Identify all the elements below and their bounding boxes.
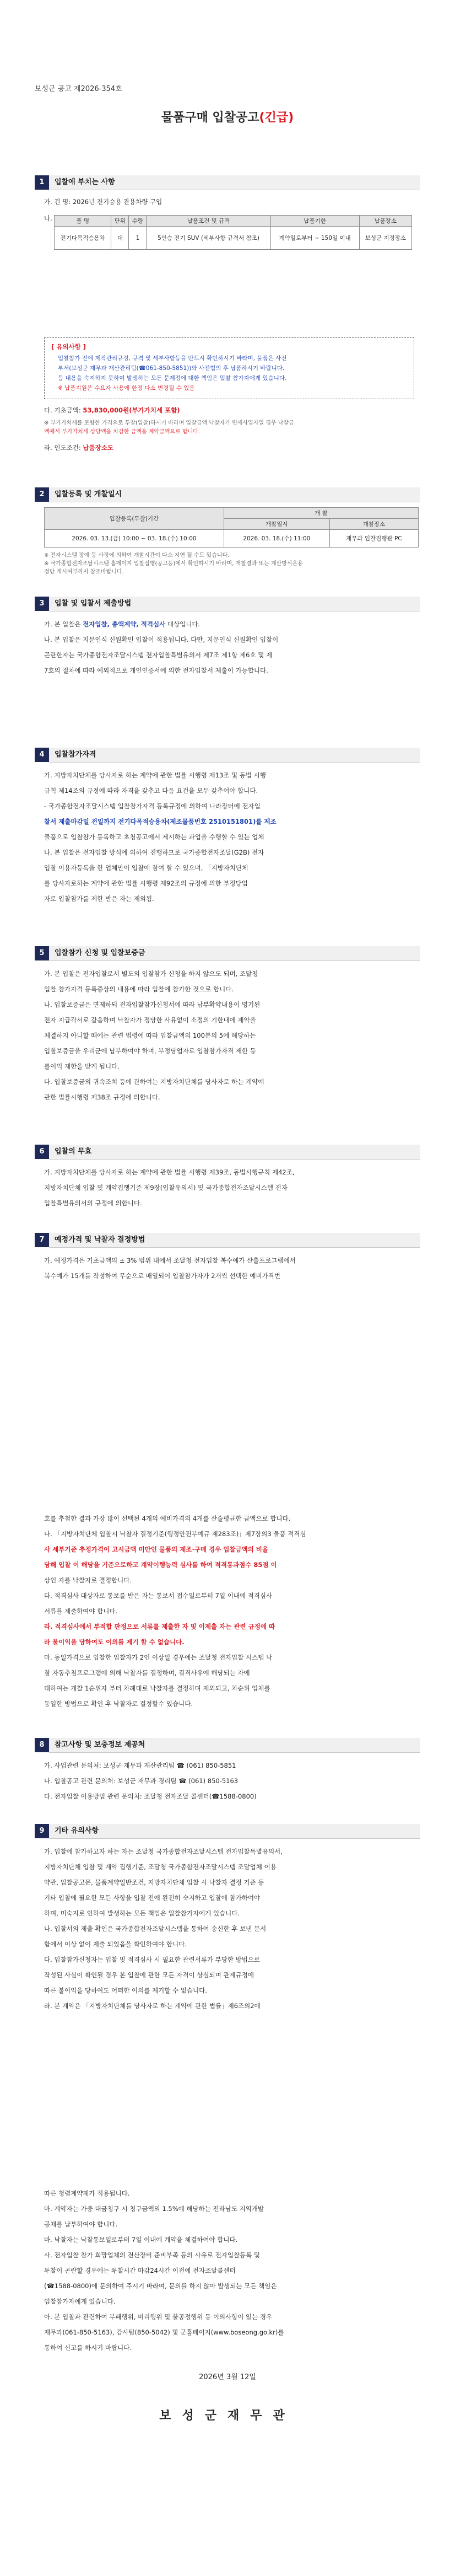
s5-body: 가. 본 입찰은 전자입찰로서 별도의 입찰참가 신청을 하지 않으도 되며, 조달청 입찰 참가자격 등록증상의 내용에 따라 입찰에 참가한 것으로 합니다. 나. 입찰보증금은 면제하되 전자입찰참가신청서에 따라 납부확약내용이 명기된 전자 지급각서로 갈음하며 낙찰자가 정당한 사유없이 소정의 기한내에 계약을 체결하지 아니할 때에는 관련 법령에 따라 입찰금액의 100분의 5에 해당하는 입찰보증금을 우리군에 납부하여야 하며, 부정당업자로 입찰참가자격 제한 등 를이익 제한을 받게 됩니다. 다. 입찰보증금의 귀속조치 등에 관하여는 지방자치단체를 당사자로 하는 계약에 관한 법률시행령 제38조 규정에 의합니다. (44, 970, 264, 1101)
table-cell: 대 (111, 227, 129, 250)
table-header: 입찰등록(투찰)기간 (45, 508, 224, 530)
s1-item-ga: 가. 건 명: 2026년 전기승용 관용차량 구입 (44, 198, 162, 206)
caution-title: [ 유의사항 ] (51, 343, 86, 351)
table-cell: 1 (129, 227, 147, 250)
caution-body: 입찰참가 전에 제작관리규정, 규격 및 세부사항등을 반드시 확인하시기 바라며, 물품은 사전 부서(보성군 재무과 재산관리팀(☎061-850-5851))와 사전협의 후 납품하시기 바랍니다. 등 내용을 숙지하지 못하여 발생하는 모든 문제점에 대한 책임은 입찰 참가자에게 있습니다. ※ 납품지원은 수요자 사용에 한정 다소 변경될 수 있음 (58, 355, 287, 391)
s1-item-da: 다. 기초금액: 53,830,000원(부가가치세 포함) (44, 406, 180, 414)
section-2-header (35, 487, 420, 502)
section-4-header (35, 748, 420, 762)
section-number: 5 (35, 946, 49, 960)
s9-body-a: 가. 입찰에 참가하고자 하는 자는 조달청 국가종합전자조달시스템 전자입찰특별유의서, 지방자치단체 입찰 및 계약 집행기준, 조달청 국가종합전자조달시스템 조달업체 이용 약관, 입찰공고문, 물품계약일반조건, 지방자치단체 입찰 시 낙찰자 결정 기준 등 기타 입찰에 필요한 모든 사항을 입찰 전에 완전히 숙지하고 입찰에 참가하여야 하며, 미숙지로 인하여 발생하는 모든 책임은 입찰참가자에게 있습니다. 나. 입찰서의 제출 확인은 국가종합전자조달시스템을 통하여 송신한 후 보낸 문서 함에서 이상 없이 제출 되었음을 확인하여야 합니다. 다. 입찰참가신청자는 입찰 및 적격심사 시 필요한 관련서류가 부당한 방법으로 작성된 사실이 확인될 경우 본 입찰에 관한 모든 자격이 상실되며 관계규정에 따른 불이익을 당하여도 어떠한 이의를 제기할 수 없습니다. 라. 본 계약은 「지방자치단체를 당사자로 하는 계약에 관한 법률」제6조의2에 (44, 1848, 283, 2010)
s1-item-na: 나. (44, 214, 52, 222)
section-title: 입찰 및 입찰서 제출방법 (49, 597, 420, 611)
section-number: 3 (35, 597, 49, 611)
page-title (0, 108, 455, 125)
caution-box (44, 337, 414, 399)
section-title: 입찰등록 및 개찰일시 (49, 487, 420, 502)
signer-name: 보성군재무관 (159, 2409, 296, 2423)
section-number: 6 (35, 1145, 49, 1159)
table-cell: 계약일로부터 ~ 150일 이내 (270, 227, 359, 250)
s7-body-b: 호를 추첨한 결과 가장 많이 선택된 4개의 예비가격의 4개를 산술평균한 금액으로 합니다. 나. 「지방자치단체 입찰시 낙찰자 결정기준(행정안전부예규 제283조)」제7장의3 물품 적격심 사 세부기준 추정가격이 고시금액 미만인 물품의 제조·구매 경우 입찰금액의 비율 당해 입찰 이 해당을 기준으로하고 계약이행능력 심사를 하여 적격통과점수 85점 이 상인 자를 낙찰자로 결정합니다. 다. 적격심사 대상자로 통보를 받은 자는 통보서 접수일로부터 7일 이내에 적격심사 서류를 제출하여야 합니다. 라. 적격심사에서 부적합 판정으로 서류를 제출한 자 및 이제출 자는 관련 규정에 따 라 불이익을 당하여도 이의를 제기 할 수 없습니다. 마. 동일가격으로 입찰한 입찰자가 2인 이상일 경우에는 조달청 전자입찰 시스템 낙 찰 자동추첨프로그램에 의해 낙찰자를 결정하며, 결격사유에 해당되는 자에 대하여는 개찰 1순위자 부터 차례대로 낙찰자를 결정하며 제외되고, 차순위 업체를 동일한 방법으로 확인 후 낙찰자로 결정할수 있습니다. (44, 1515, 306, 1708)
s4-body: 가. 지방자치단체를 당사자로 하는 계약에 관한 법률 시행령 제13조 및 동법 시행 규칙 제14조의 규정에 따라 자격을 갖추고 다음 요건을 모두 갖추어야 합니다. - 국가종합전자조달시스템 입찰참가자격 등록규정에 의하여 나라장터에 전자입 찰서 제출마감일 전일까지 전기다목적승용차(제조물품번호 2510151801)를 제조 물품으로 입찰참가 등록하고 초청공고에서 제시하는 과업을 수행할 수 있는 업체 나. 본 입찰은 전자입찰 방식에 의하여 진행하므로 국가종합전자조달(G2B) 전자 입찰 이용자등록을 한 업체만이 입찰에 참여 할 수 있으며, 「지방자치단체 를 당사자로하는 계약에 관한 법률 시행령 제92조의 규정에 의한 부정당업 자로 입찰참가를 제한 받은 자는 제외됨. (44, 771, 277, 903)
section-title: 입찰참가자격 (49, 748, 420, 763)
table-cell: 보성군 지정장소 (359, 227, 411, 250)
table-cell: 2026. 03. 18.(수) 11:00 (224, 530, 329, 548)
section-number: 2 (35, 487, 49, 502)
section-title: 입찰참가 신청 및 입찰보증금 (49, 946, 420, 961)
section-9-header (35, 1824, 420, 1838)
section-title: 입찰의 무효 (49, 1145, 420, 1160)
table-header: 납품장소 (359, 216, 411, 227)
s1-item-ra: 라. 인도조건: 납품장소도 (44, 444, 113, 452)
table-header: 단위 (111, 216, 129, 227)
section-number: 7 (35, 1233, 49, 1247)
section-title: 기타 유의사항 (49, 1824, 420, 1839)
section-7-header (35, 1233, 420, 1247)
notice-date: 2026년 3월 12일 (199, 2373, 256, 2381)
section-number: 9 (35, 1824, 49, 1838)
s9-body-b: 따른 청렴계약제가 적용됩니다. 마. 계약자는 가중 대금청구 시 청구금액의 1.5%에 해당하는 전라남도 지역개발 공채를 납부하여야 합니다. 바. 낙찰자는 낙찰통보일로부터 7일 이내에 계약을 체결하여야 합니다. 사. 전자입찰 참가 희망업체의 전산장비 준비부족 등의 사유로 전자입찰등록 및 투찰이 곤란할 경우에는 투찰시간 마감24시간 이전에 전자조달콜센터 (☎1588-0800)에 문의하여 주시기 바라며, 문의를 하지 않아 발생되는 모든 책임은 입찰참가자에게 있습니다. 아. 본 입찰과 관련하여 부패행위, 비리행위 및 불공정행위 등 이의사항이 있는 경우 재무과(061-850-5163), 감사팀(850-5042) 및 군홈페이지(www.boseong.go.kr)를 통하여 신고를 하시기 바랍니다. (44, 2189, 284, 2352)
item-table (54, 215, 412, 250)
s6-body: 가. 지방자치단체를 당사자로 하는 계약에 관한 법률 시행령 제39조, 동법시행규칙 제42조, 지방자치단체 입찰 및 계약집행기준 제9장(입찰유의서) 및 국가종합전자조달시스템 전자 입찰특별유의서의 규정에 의합니다. (44, 1168, 295, 1207)
section-8-header (35, 1738, 420, 1752)
table-header: 개찰장소 (329, 519, 418, 530)
section-title: 입찰에 부치는 사항 (49, 175, 420, 190)
s3-body: 가. 본 입찰은 전자입찰, 총액계약, 적격심사 대상입니다. 나. 본 입찰은 지문인식 신원확인 입찰이 적용됩니다. 다만, 지문인식 신원확인 입찰이 곤란한자는 국가종합전자조달시스템 전자입찰특별유의서 제7조 제1항 제6호 및 제 7호의 절차에 따라 예외적으로 개인인증서에 의한 전자입찰서 제출이 가능합니다. (44, 620, 279, 674)
table-header: 납품기한 (270, 216, 359, 227)
s2-notes: ※ 전자시스템 장애 등 사정에 의하여 개찰시간이 다소 지연 될 수도 있습니다. ※ 국가종합전자조달시스템 홈페이지 입찰집행(공고등)에서 확인하시기 바라며, 개찰결과 또는 계산방식은용 정당 게시여부까지 참조바랍니다. (44, 552, 303, 575)
title-urgent: (긴급) (259, 111, 294, 125)
section-number: 1 (35, 175, 49, 190)
table-header: 수량 (129, 216, 147, 227)
s1-note: ※ 부가가치세를 포함한 가격으로 투찰(입찰)하시기 바라며 입찰금액 낙찰자가 면세사업자일 경우 낙찰금 액에서 부가가치세 상당액을 차감한 금액을 계약금액으로 합니다. (44, 420, 294, 435)
table-cell: 재무과 입찰집행관 PC (329, 530, 418, 548)
section-title: 예정가격 및 낙찰자 결정방법 (49, 1233, 420, 1248)
table-cell: 2026. 03. 13.(금) 10:00 ~ 03. 18.(수) 10:00 (45, 530, 224, 548)
notice-number: 보성군 공고 제2026-354호 (35, 85, 122, 93)
section-5-header (35, 946, 420, 960)
section-number: 8 (35, 1738, 49, 1752)
s7-body-a: 가. 예정가격은 기초금액의 ± 3% 범위 내에서 조달청 전자입찰 복수예가 산출프로그램에서 복수예가 15개를 작성하여 무순으로 배열되어 입찰참가자가 2개씩 선택한 예비가격번 (44, 1257, 296, 1280)
section-1-header (35, 175, 420, 190)
table-cell: 전기다목적승용차 (55, 227, 111, 250)
table-header: 납품조건 및 규격 (147, 216, 270, 227)
table-cell: 5인승 전기 SUV (세부사항 규격서 참조) (147, 227, 270, 250)
title-main: 물품구매 입찰공고 (161, 111, 259, 125)
table-header: 개찰일시 (224, 519, 329, 530)
section-title: 참고사항 및 보충정보 제공처 (49, 1738, 420, 1753)
section-number: 4 (35, 748, 49, 762)
table-header: 품 명 (55, 216, 111, 227)
table-header: 개 찰 (224, 508, 418, 519)
section-6-header (35, 1145, 420, 1159)
section-3-header (35, 597, 420, 611)
schedule-table (44, 507, 419, 548)
s8-body: 가. 사업관련 문의처: 보성군 재무과 재산관리팀 ☎ (061) 850-5851 나. 입찰공고 관련 문의처: 보성군 재무과 경리팀 ☎ (061) 850-5163 다. 전자입찰 이용방법 관련 문의처: 조달청 전자조달 콜센터(☎1588-0800) (44, 1762, 257, 1800)
